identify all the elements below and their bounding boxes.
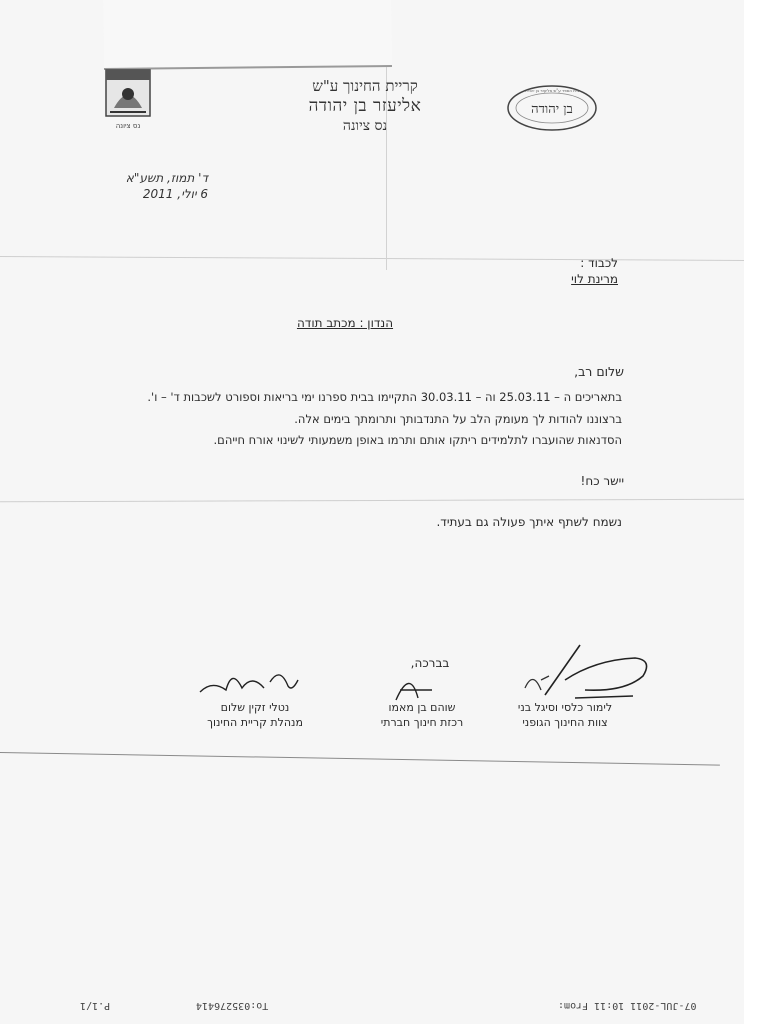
signatory-1	[500, 700, 630, 730]
date-gregorian: 6 יולי, 2011	[142, 187, 208, 201]
fax-page-count: P.1/1	[80, 1000, 111, 1011]
greeting: שלום רב,	[574, 364, 624, 379]
paper-fold	[0, 256, 744, 261]
municipal-emblem-icon	[92, 68, 172, 136]
recipient-label: לכבוד :	[580, 256, 618, 270]
signatory-1-role: צוות החינוך הגופני	[522, 716, 608, 729]
school-logo-ring-text: בית הספר ע"ש אליעזר בן יהודה	[524, 88, 580, 93]
signatory-3-name: נטלי זקין שלום	[220, 701, 290, 714]
paper-fold	[0, 752, 720, 766]
signature-3	[192, 660, 302, 700]
subject-line: הנדון : מכתב תודה	[296, 316, 394, 330]
paper-fold	[0, 499, 744, 503]
signatory-2-name: שוהם בן מאמו	[388, 701, 456, 714]
signatory-3	[190, 700, 320, 730]
body-paragraph-2: ברצוננו להודות לך מעומק הלב על התנדבותך ותרומתך בימים אלה.	[294, 412, 622, 426]
closing-phrase: יישר כח!	[580, 474, 624, 488]
blessing: בברכה,	[410, 656, 450, 670]
recipient-name: מרינת לוי	[571, 272, 618, 286]
body-paragraph-3: הסדנאות שהועברו לתלמידים ריתקו אותם ותרמו באופן משמעותי לשינוי אורח חייהם.	[213, 433, 622, 447]
letterhead-title	[270, 76, 460, 136]
closing-line: נשמח לשתף איתך פעולה גם בעתיד.	[436, 515, 622, 529]
school-logo-text: בן יהודה	[531, 102, 573, 117]
signatory-2-role: רכזת חינוך חברתי	[380, 716, 464, 729]
fax-recipient-number: To:035276414	[196, 1000, 269, 1011]
signature-1	[505, 640, 655, 702]
signatory-1-name: לימור כלסי וסיגל בני	[517, 701, 613, 714]
letterhead-line-1: קריית החינוך ע"ש	[312, 77, 418, 95]
scan-margin	[744, 0, 768, 1024]
fax-timestamp: 07-JUL-2011 10:11 From:	[558, 1000, 697, 1011]
body-paragraph-1: בתאריכים ה – 25.03.11 וה – 30.03.11 התקיימו בבית ספרנו ימי בריאות וספורט לשכבות ד' – ו'.	[147, 390, 622, 404]
letter-date	[98, 170, 208, 202]
signature-2	[392, 668, 442, 704]
signatory-3-role: מנהלת קריית החינוך	[207, 716, 303, 729]
emblem-caption: נס ציונה	[115, 122, 141, 130]
signatory-2	[362, 700, 482, 730]
date-hebrew: ד' תמוז, תשע"א	[125, 171, 208, 185]
folded-flap	[103, 0, 392, 70]
letterhead-line-2: אליעזר בן יהודה	[308, 96, 422, 116]
letterhead-line-3: נס ציונה	[342, 118, 388, 134]
school-logo-icon	[500, 80, 600, 136]
